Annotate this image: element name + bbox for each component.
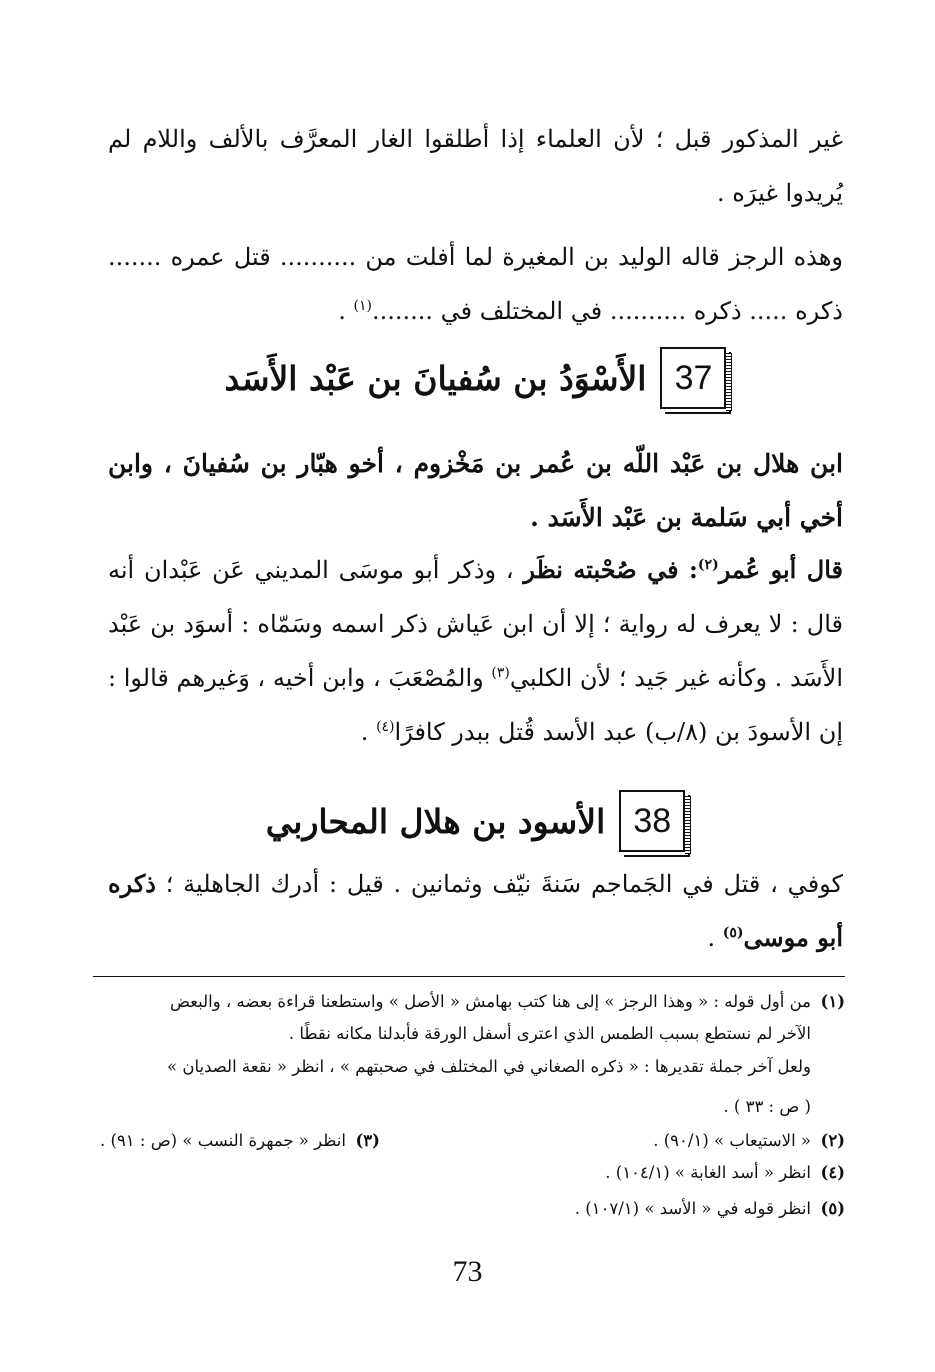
- entry-37-body-b: والمُصْعَبَ ، وابن أخيه ، وَغيرهم قالوا : إن الأسودَ بن (٨/ب) عبد الأسد قُتل ببدر كافرًا: [108, 664, 843, 746]
- footnote-mark-1: (١): [353, 298, 372, 314]
- entry-37-body-a: ، وذكر أبو موسَى المديني عَن عَبْدان أنه قال : لا يعرف له رواية ؛ إلا أن ابن عَياش ذكر اسمه وسَمّاه : أسوَد بن عَبْد الأَسَد . وكأنه غير جَيد ؛ لأن الكلبي: [108, 556, 844, 692]
- footnote-divider: [93, 976, 845, 977]
- entry-38-body: [108, 857, 843, 965]
- page-number: 73: [452, 1255, 483, 1288]
- footnote-1-line-4: ( ص : ٣٣ ) .: [723, 1097, 811, 1116]
- footnote-mark-3: (٣): [491, 665, 510, 681]
- entry-37-number-box: [660, 347, 726, 409]
- paragraph-rajaz-text: وهذه الرجز قاله الوليد بن المغيرة لما أفلت من .......... قتل عمره ....... ذكره ..... ذكره .......... في المختلف في ........: [108, 243, 843, 325]
- entry-38-body-bold: ذكره أبو موسى: [108, 869, 843, 952]
- entry-37-quote-bold: : في صُحْبته نظَر: [523, 555, 698, 584]
- paragraph-rajaz-end: .: [338, 297, 354, 325]
- footnote-2-number: (٢): [820, 1131, 845, 1150]
- entry-37-heading: [108, 343, 843, 413]
- entry-38-body-text: كوفي ، قتل في الجَماجم سَنةَ نيّف وثمانين . قيل : أدرك الجاهلية ؛: [165, 870, 843, 898]
- footnote-5: [575, 1193, 845, 1225]
- footnote-4-number: (٤): [820, 1163, 845, 1182]
- entry-37-title: الأَسْوَدُ بن سُفيانَ بن عَبْد الأَسَد: [224, 358, 647, 398]
- footnote-3: [100, 1125, 380, 1157]
- entry-38-heading: [108, 786, 843, 856]
- footnote-3-text: انظر « جمهرة النسب » (ص : ٩١) .: [100, 1131, 346, 1150]
- footnote-4: [605, 1157, 845, 1189]
- footnote-5-text: انظر قوله في « الأسد » (١٠٧/١) .: [574, 1199, 811, 1218]
- footnote-1: [170, 986, 845, 1018]
- footnote-2: [653, 1125, 845, 1157]
- entry-37-body: [108, 543, 843, 759]
- footnote-mark-4: (٤): [376, 719, 395, 735]
- paragraph-rajaz: [108, 230, 843, 338]
- footnote-4-text: انظر « أسد الغابة » (١٠٤/١) .: [605, 1163, 811, 1182]
- footnote-2-text: « الاستيعاب » (٩٠/١) .: [653, 1131, 811, 1150]
- entry-38-title: الأسود بن هلال المحاربي: [265, 801, 606, 841]
- entry-37-number: 37: [674, 358, 713, 397]
- footnote-1-line-2: الآخر لم نستطع بسبب الطمس الذي اعترى أسفل الورقة فأبدلنا مكانه نقطًا .: [288, 1024, 811, 1043]
- footnote-1-line-3: ولعل آخر جملة تقديرها : « ذكره الصغاني في المختلف في صحبتهم » ، انظر « نقعة الصديان »: [167, 1057, 811, 1076]
- entry-37-body-end: .: [360, 718, 377, 746]
- footnote-5-number: (٥): [820, 1199, 845, 1218]
- footnote-mark-2: (٢): [697, 557, 719, 573]
- entry-37-quote-lead: قال أبو عُمر: [718, 555, 844, 584]
- footnote-mark-5: (٥): [722, 925, 744, 941]
- entry-38-number-box: [619, 790, 685, 852]
- footnote-1-number: (١): [820, 992, 845, 1011]
- footnote-1-line-1: من أول قوله : « وهذا الرجز » إلى هنا كتب بهامش « الأصل » واستطعنا قراءة بعضه ، والبعض: [169, 992, 811, 1011]
- entry-38-body-end: .: [707, 924, 723, 952]
- paragraph-intro: غير المذكور قبل ؛ لأن العلماء إذا أطلقوا الغار المعرَّف بالألف واللام لم يُريدوا غيرَه .: [108, 125, 843, 207]
- entry-38-number: 38: [633, 801, 672, 840]
- entry-37-lineage: ابن هلال بن عَبْد اللّه بن عُمر بن مَخْزوم ، أخو هبّار بن سُفيانَ ، وابن أخي أبي سَلمة بن عَبْد الأَسَد .: [108, 449, 843, 532]
- footnote-3-number: (٣): [355, 1131, 380, 1150]
